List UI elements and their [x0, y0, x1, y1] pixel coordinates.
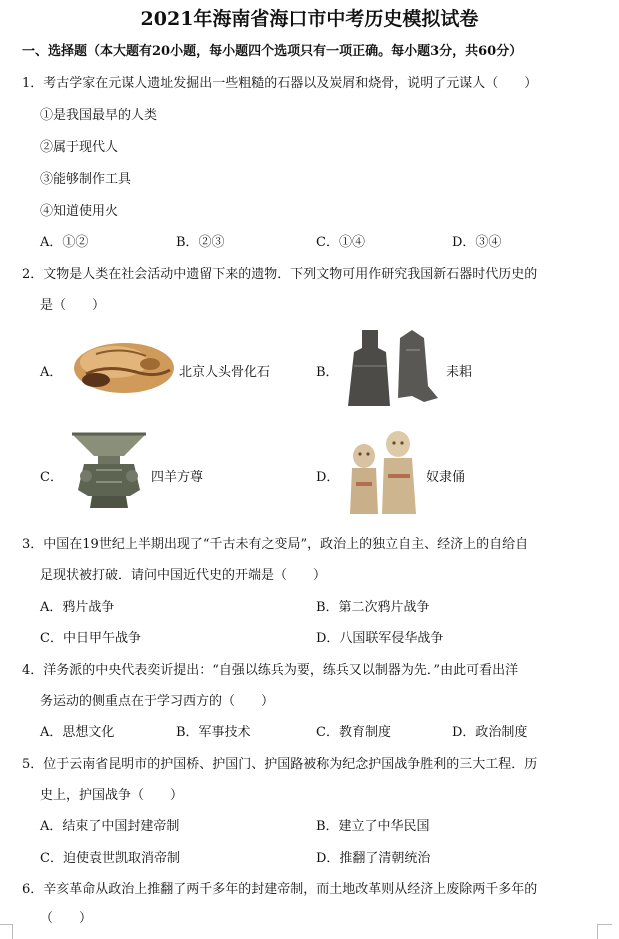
q1-option-c: C．①④ [316, 235, 365, 250]
q1-stem: 1．考古学家在元谋人遗址发掘出一些粗糙的石器以及炭屑和烧骨，说明了元谋人（ ） [22, 76, 538, 91]
q4-option-b: B．军事技术 [176, 725, 251, 740]
q2-stem-line2: 是（ ） [40, 298, 106, 313]
q1-statement-4: ④知道使用火 [40, 204, 119, 219]
page-corner-mark-left [0, 924, 13, 939]
q3-option-b: B．第二次鸦片战争 [316, 600, 430, 615]
figurines-image [342, 426, 422, 516]
plough-tool-image [340, 326, 444, 410]
q3-option-d: D．八国联军侵华战争 [316, 631, 444, 646]
page-title: 2021年海南省海口市中考历史模拟试卷 [140, 8, 479, 30]
q3-stem-line1: 3．中国在19世纪上半期出现了“千古未有之变局”，政治上的独立自主、经济上的自给自 [22, 537, 529, 552]
q3-stem-line2: 足现状被打破．请问中国近代史的开端是（ ） [40, 568, 327, 583]
q4-stem-line2: 务运动的侧重点在于学习西方的（ ） [40, 694, 275, 709]
q1-statement-1: ①是我国最早的人类 [40, 108, 158, 123]
q4-option-c: C．教育制度 [316, 725, 391, 740]
q1-option-b: B．②③ [176, 235, 225, 250]
q2-option-d-text: 奴隶俑 [426, 470, 466, 485]
q5-option-b: B．建立了中华民国 [316, 819, 430, 834]
q3-option-c: C．中日甲午战争 [40, 631, 141, 646]
skull-fossil-image [66, 334, 178, 396]
bronze-vessel-image [68, 430, 150, 512]
q6-stem-line2: （ ） [40, 911, 93, 926]
q2-option-a-letter: A． [40, 365, 63, 380]
section-heading: 一、选择题（本大题有20小题，每小题四个选项只有一项正确。每小题3分，共60分） [22, 44, 523, 59]
q1-option-a: A．①② [40, 235, 89, 250]
q3-option-a: A．鸦片战争 [40, 600, 115, 615]
q2-option-a-text: 北京人头骨化石 [179, 365, 271, 380]
q2-option-b-letter: B． [316, 365, 339, 380]
q2-option-d-letter: D． [316, 470, 340, 485]
q1-statement-2: ②属于现代人 [40, 140, 119, 155]
q6-stem-line1: 6．辛亥革命从政治上推翻了两千多年的封建帝制，而土地改革则从经济上废除两千多年的 [22, 882, 538, 897]
q1-option-d: D．③④ [452, 235, 502, 250]
q2-stem-line1: 2．文物是人类在社会活动中遗留下来的遗物．下列文物可用作研究我国新石器时代历史的 [22, 267, 538, 282]
q5-option-a: A．结束了中国封建帝制 [40, 819, 180, 834]
q2-option-c-letter: C． [40, 470, 63, 485]
q4-option-d: D．政治制度 [452, 725, 528, 740]
q5-stem-line2: 史上，护国战争（ ） [40, 788, 184, 803]
page-corner-mark-right [597, 924, 612, 939]
q5-option-d: D．推翻了清朝统治 [316, 851, 431, 866]
q2-option-c-text: 四羊方尊 [151, 470, 204, 485]
q4-stem-line1: 4．洋务派的中央代表奕䜣提出：“自强以练兵为要，练兵又以制器为先．”由此可看出洋 [22, 663, 519, 678]
q2-option-b-text: 耒耜 [446, 365, 473, 380]
q1-statement-3: ③能够制作工具 [40, 172, 132, 187]
q4-option-a: A．思想文化 [40, 725, 115, 740]
q5-stem-line1: 5．位于云南省昆明市的护国桥、护国门、护国路被称为纪念护国战争胜利的三大工程．历 [22, 757, 538, 772]
q5-option-c: C．迫使袁世凯取消帝制 [40, 851, 180, 866]
